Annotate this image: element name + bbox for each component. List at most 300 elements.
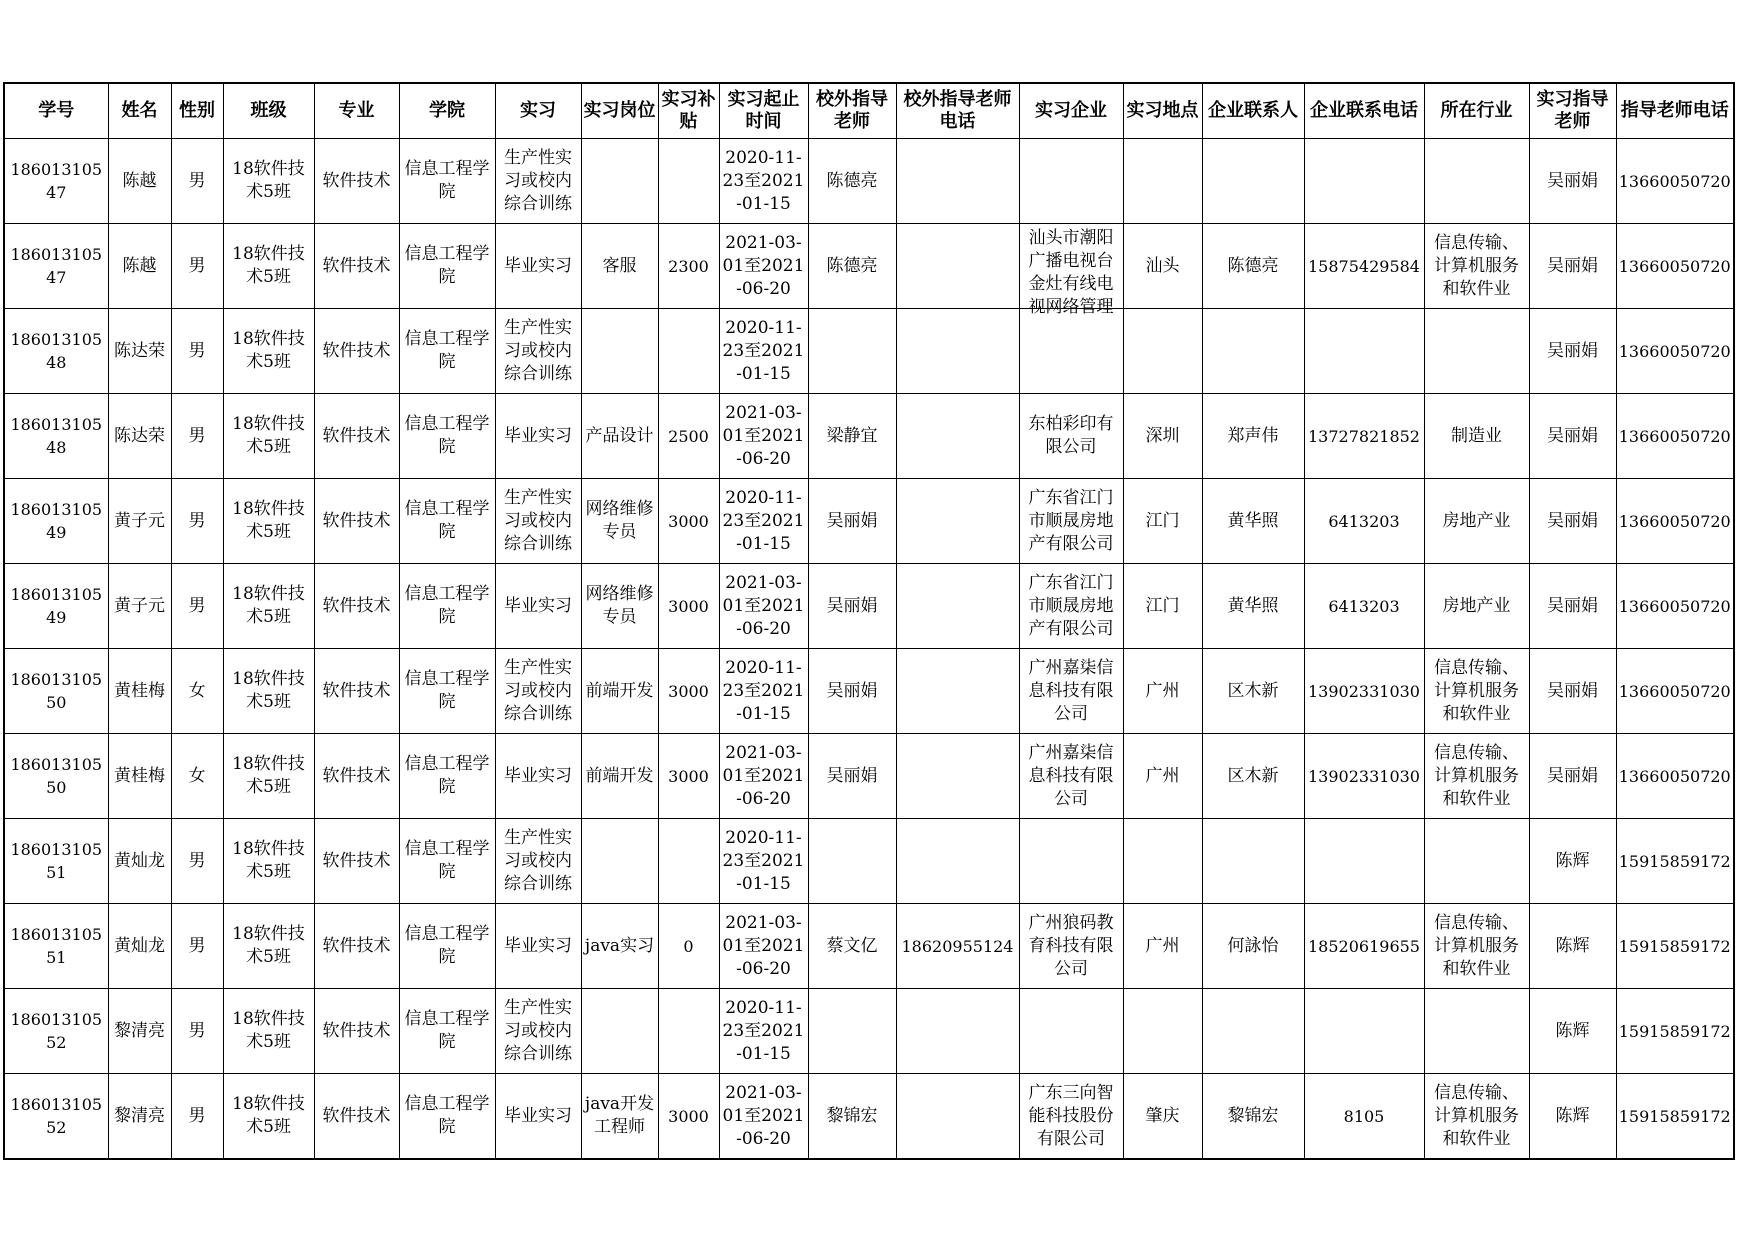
cell-text: 黄华照 [1227,510,1279,531]
cell-college [399,224,495,309]
cell-external-mentor-phone [896,309,1019,394]
cell-gender [171,309,223,394]
cell-text: 信息工程学院 [404,839,490,882]
cell-text: java开发工程师 [584,1094,655,1137]
cell-text: 2020-11-23至2021-01-15 [722,317,805,384]
cell-text: 信息工程学院 [404,669,490,712]
cell-position [581,1074,658,1160]
cell-class [223,904,314,989]
cell-text: 软件技术 [322,680,391,701]
cell-subsidy [658,1074,719,1160]
cell-position [581,904,658,989]
cell-text: 软件技术 [322,425,391,446]
cell-text: 男 [188,850,206,871]
cell-position [581,139,658,224]
cell-subsidy [658,139,719,224]
cell-text: 吴丽娟 [826,595,878,616]
cell-text: 软件技术 [322,1105,391,1126]
cell-external-mentor-phone [896,479,1019,564]
cell-text: 软件技术 [322,340,391,361]
cell-text: 2021-03-01至2021-06-20 [722,402,805,469]
table-row [4,309,1734,394]
cell-text: 制造业 [1451,425,1502,446]
cell-external-mentor [808,649,896,734]
cell-internship [495,309,581,394]
col-header-company-contact: 企业联系人 [1202,83,1304,139]
cell-company-phone [1304,564,1424,649]
table-row [4,904,1734,989]
cell-text: 13660050720 [1618,511,1731,531]
cell-name [108,479,171,564]
cell-text: 18软件技术5班 [232,499,305,542]
cell-location [1123,819,1202,904]
cell-text: 陈德亮 [826,255,878,276]
cell-location [1123,904,1202,989]
cell-text: 2020-11-23至2021-01-15 [722,487,805,554]
cell-company-phone [1304,309,1424,394]
cell-instructor [1529,989,1616,1074]
cell-company-contact [1202,734,1304,819]
cell-text: 信息传输、计算机服务和软件业 [1434,657,1519,724]
cell-company-contact [1202,309,1304,394]
cell-name [108,649,171,734]
cell-text: 黄华照 [1227,595,1279,616]
cell-name [108,394,171,479]
cell-period [719,734,808,819]
cell-external-mentor [808,734,896,819]
cell-company [1019,564,1123,649]
cell-external-mentor-phone [896,734,1019,819]
cell-position [581,394,658,479]
cell-external-mentor-phone [896,139,1019,224]
cell-position [581,479,658,564]
cell-name [108,564,171,649]
cell-location [1123,734,1202,819]
cell-text: 软件技术 [322,850,391,871]
cell-company [1019,904,1123,989]
cell-text: 信息传输、计算机服务和软件业 [1434,742,1519,809]
cell-gender [171,819,223,904]
cell-text: 广州 [1145,765,1180,786]
cell-company-contact [1202,224,1304,309]
col-header-gender: 性别 [171,83,223,139]
cell-name [108,1074,171,1160]
cell-location [1123,139,1202,224]
cell-company-phone [1304,394,1424,479]
cell-external-mentor-phone [896,649,1019,734]
cell-text: 18601310552 [10,1010,103,1052]
cell-position [581,564,658,649]
cell-name [108,904,171,989]
col-header-student-id: 学号 [4,83,108,139]
cell-text: java实习 [584,935,655,956]
cell-text: 陈辉 [1555,1105,1590,1126]
cell-text: 房地产业 [1442,510,1511,531]
col-header-company: 实习企业 [1019,83,1123,139]
cell-period [719,989,808,1074]
cell-text: 软件技术 [322,595,391,616]
cell-text: 吴丽娟 [1547,595,1598,616]
cell-text: 8105 [1343,1106,1385,1126]
cell-subsidy [658,649,719,734]
cell-student-id [4,819,108,904]
cell-text: 梁静宜 [826,425,878,446]
table-row [4,224,1734,309]
cell-college [399,904,495,989]
cell-gender [171,1074,223,1160]
cell-text: 生产性实习或校内综合训练 [504,827,572,894]
cell-text: 软件技术 [322,765,391,786]
cell-instructor [1529,309,1616,394]
cell-text: 黄桂梅 [114,680,165,701]
cell-student-id [4,649,108,734]
cell-industry [1424,224,1529,309]
cell-text: 区木新 [1227,680,1279,701]
table-row [4,394,1734,479]
cell-text: 13660050720 [1618,426,1731,446]
cell-student-id [4,564,108,649]
cell-text: 18520619655 [1308,936,1420,956]
cell-text: 广州嘉柒信息科技有限公司 [1028,742,1114,809]
cell-text: 客服 [602,255,637,276]
cell-location [1123,1074,1202,1160]
cell-text: 广东三向智能科技股份有限公司 [1028,1082,1114,1149]
cell-text: 信息工程学院 [404,414,490,457]
cell-company-contact [1202,649,1304,734]
cell-name [108,224,171,309]
cell-subsidy [658,479,719,564]
cell-instructor-phone [1616,309,1734,394]
cell-text: 18软件技术5班 [232,584,305,627]
cell-company-phone [1304,224,1424,309]
cell-text: 男 [188,1105,206,1126]
cell-text: 黄灿龙 [114,850,165,871]
cell-major [314,139,399,224]
cell-text: 吴丽娟 [1547,765,1598,786]
cell-position [581,224,658,309]
cell-company-phone [1304,139,1424,224]
cell-text: 15915859172 [1618,851,1731,871]
cell-text: 区木新 [1227,765,1279,786]
cell-instructor [1529,819,1616,904]
cell-text: 黄子元 [114,510,165,531]
cell-text: 汕头市潮阳广播电视台金灶有线电视网络管理 [1028,228,1114,317]
cell-text: 2300 [668,256,709,276]
cell-position [581,649,658,734]
cell-text: 18601310547 [10,245,103,287]
cell-text: 18601310551 [10,840,103,882]
cell-text: 13660050720 [1618,596,1731,616]
cell-company-phone [1304,989,1424,1074]
cell-text: 男 [188,340,206,361]
cell-location [1123,989,1202,1074]
cell-text: 男 [188,510,206,531]
table-row [4,819,1734,904]
cell-position [581,734,658,819]
cell-text: 吴丽娟 [1547,170,1598,191]
cell-text: 生产性实习或校内综合训练 [504,657,572,724]
cell-text: 黎清亮 [114,1020,165,1041]
cell-text: 信息工程学院 [404,1009,490,1052]
cell-text: 吴丽娟 [826,680,878,701]
cell-text: 18软件技术5班 [232,329,305,372]
cell-internship [495,479,581,564]
cell-text: 13660050720 [1618,256,1731,276]
cell-company-phone [1304,479,1424,564]
cell-major [314,904,399,989]
cell-college [399,819,495,904]
cell-company-contact [1202,819,1304,904]
cell-location [1123,649,1202,734]
cell-college [399,309,495,394]
cell-text: 软件技术 [322,1020,391,1041]
col-header-external-mentor: 校外指导老师 [808,83,896,139]
cell-text: 2020-11-23至2021-01-15 [722,997,805,1064]
cell-industry [1424,309,1529,394]
cell-text: 0 [683,936,694,956]
cell-company [1019,1074,1123,1160]
cell-external-mentor [808,394,896,479]
table-row [4,989,1734,1074]
cell-text: 信息工程学院 [404,499,490,542]
cell-period [719,309,808,394]
cell-text: 6413203 [1328,596,1400,616]
cell-text: 2020-11-23至2021-01-15 [722,657,805,724]
cell-company [1019,649,1123,734]
cell-text: 18601310550 [10,755,103,797]
cell-instructor-phone [1616,734,1734,819]
cell-industry [1424,649,1529,734]
cell-class [223,1074,314,1160]
cell-text: 2021-03-01至2021-06-20 [722,572,805,639]
col-header-period: 实习起止时间 [719,83,808,139]
cell-text: 男 [188,595,206,616]
cell-company-phone [1304,734,1424,819]
cell-text: 江门 [1145,510,1180,531]
table-row [4,564,1734,649]
cell-internship [495,224,581,309]
cell-company-contact [1202,564,1304,649]
cell-text: 陈达荣 [114,340,165,361]
cell-external-mentor-phone [896,819,1019,904]
cell-text: 3000 [668,511,709,531]
cell-instructor [1529,1074,1616,1160]
cell-text: 陈德亮 [826,170,878,191]
cell-text: 陈辉 [1555,1020,1590,1041]
cell-text: 陈达荣 [114,425,165,446]
cell-text: 江门 [1145,595,1180,616]
cell-text: 3000 [668,681,709,701]
cell-gender [171,989,223,1074]
cell-industry [1424,394,1529,479]
cell-text: 2500 [668,426,709,446]
cell-text: 吴丽娟 [826,510,878,531]
cell-text: 生产性实习或校内综合训练 [504,317,572,384]
cell-text: 网络维修专员 [585,584,654,627]
cell-external-mentor [808,224,896,309]
cell-text: 毕业实习 [504,425,572,446]
table-row [4,479,1734,564]
cell-text: 黄子元 [114,595,165,616]
cell-text: 生产性实习或校内综合训练 [504,147,572,214]
cell-name [108,309,171,394]
cell-company [1019,224,1123,317]
cell-instructor [1529,224,1616,309]
cell-class [223,734,314,819]
cell-class [223,394,314,479]
cell-text: 18软件技术5班 [232,159,305,202]
table-row [4,139,1734,224]
cell-instructor [1529,564,1616,649]
cell-industry [1424,734,1529,819]
cell-text: 信息传输、计算机服务和软件业 [1434,1082,1519,1149]
cell-text: 18软件技术5班 [232,414,305,457]
cell-text: 软件技术 [322,935,391,956]
cell-gender [171,904,223,989]
cell-company-phone [1304,819,1424,904]
cell-text: 信息工程学院 [404,584,490,627]
cell-text: 3000 [668,1106,709,1126]
cell-period [719,649,808,734]
cell-text: 广东省江门市顺晟房地产有限公司 [1028,572,1114,639]
cell-subsidy [658,819,719,904]
cell-instructor [1529,904,1616,989]
cell-text: 男 [188,425,206,446]
col-header-instructor-phone: 指导老师电话 [1616,83,1734,139]
cell-major [314,1074,399,1160]
cell-major [314,819,399,904]
cell-internship [495,904,581,989]
cell-text: 13660050720 [1618,681,1731,701]
cell-text: 2021-03-01至2021-06-20 [722,232,805,299]
col-header-position: 实习岗位 [581,83,658,139]
col-header-name: 姓名 [108,83,171,139]
cell-instructor-phone [1616,649,1734,734]
cell-major [314,989,399,1074]
cell-text: 18601310549 [10,500,103,542]
cell-period [719,479,808,564]
cell-text: 15915859172 [1618,1021,1731,1041]
cell-name [108,989,171,1074]
cell-company-contact [1202,479,1304,564]
cell-text: 黎清亮 [114,1105,165,1126]
cell-instructor [1529,394,1616,479]
cell-text: 吴丽娟 [1547,425,1598,446]
cell-text: 13727821852 [1308,426,1420,446]
cell-student-id [4,989,108,1074]
cell-text: 信息工程学院 [404,244,490,287]
cell-instructor-phone [1616,139,1734,224]
cell-text: 2021-03-01至2021-06-20 [722,1082,805,1149]
cell-location [1123,479,1202,564]
cell-major [314,564,399,649]
cell-text: 18软件技术5班 [232,1094,305,1137]
cell-text: 陈越 [122,170,157,191]
cell-text: 黎锦宏 [1227,1105,1279,1126]
cell-text: 13660050720 [1618,341,1731,361]
cell-industry [1424,139,1529,224]
cell-text: 毕业实习 [504,255,572,276]
cell-text: 2021-03-01至2021-06-20 [722,742,805,809]
cell-college [399,139,495,224]
cell-text: 13902331030 [1308,681,1420,701]
cell-text: 毕业实习 [504,765,572,786]
table-row [4,1074,1734,1160]
cell-college [399,649,495,734]
cell-internship [495,564,581,649]
cell-company-phone [1304,1074,1424,1160]
cell-company [1019,734,1123,819]
cell-instructor [1529,139,1616,224]
cell-internship [495,734,581,819]
cell-text: 陈辉 [1555,850,1590,871]
cell-instructor-phone [1616,904,1734,989]
cell-major [314,309,399,394]
cell-text: 广州 [1145,935,1180,956]
cell-instructor-phone [1616,479,1734,564]
cell-text: 吴丽娟 [1547,510,1598,531]
cell-external-mentor [808,309,896,394]
cell-text: 18601310550 [10,670,103,712]
cell-period [719,564,808,649]
cell-text: 18601310552 [10,1095,103,1137]
cell-company [1019,989,1123,1074]
cell-subsidy [658,904,719,989]
cell-gender [171,649,223,734]
cell-text: 软件技术 [322,510,391,531]
cell-major [314,649,399,734]
cell-text: 东柏彩印有限公司 [1028,414,1114,457]
cell-college [399,1074,495,1160]
cell-external-mentor [808,479,896,564]
cell-gender [171,734,223,819]
cell-internship [495,649,581,734]
col-header-industry: 所在行业 [1424,83,1529,139]
cell-subsidy [658,224,719,309]
cell-company [1019,394,1123,479]
cell-text: 陈德亮 [1227,255,1279,276]
cell-instructor-phone [1616,224,1734,309]
cell-instructor-phone [1616,819,1734,904]
cell-company [1019,139,1123,224]
cell-external-mentor-phone [896,1074,1019,1160]
cell-student-id [4,479,108,564]
table-row [4,649,1734,734]
cell-text: 软件技术 [322,170,391,191]
cell-text: 黄灿龙 [114,935,165,956]
cell-text: 3000 [668,596,709,616]
cell-gender [171,479,223,564]
cell-class [223,139,314,224]
cell-text: 陈越 [122,255,157,276]
cell-name [108,819,171,904]
cell-instructor [1529,479,1616,564]
cell-industry [1424,1074,1529,1160]
cell-external-mentor [808,989,896,1074]
cell-text: 15915859172 [1618,936,1731,956]
cell-text: 信息传输、计算机服务和软件业 [1434,232,1519,299]
cell-text: 信息传输、计算机服务和软件业 [1434,912,1519,979]
cell-company-contact [1202,1074,1304,1160]
cell-text: 18软件技术5班 [232,1009,305,1052]
cell-text: 毕业实习 [504,935,572,956]
cell-text: 吴丽娟 [1547,255,1598,276]
cell-location [1123,564,1202,649]
cell-college [399,734,495,819]
cell-text: 房地产业 [1442,595,1511,616]
cell-major [314,734,399,819]
cell-internship [495,819,581,904]
